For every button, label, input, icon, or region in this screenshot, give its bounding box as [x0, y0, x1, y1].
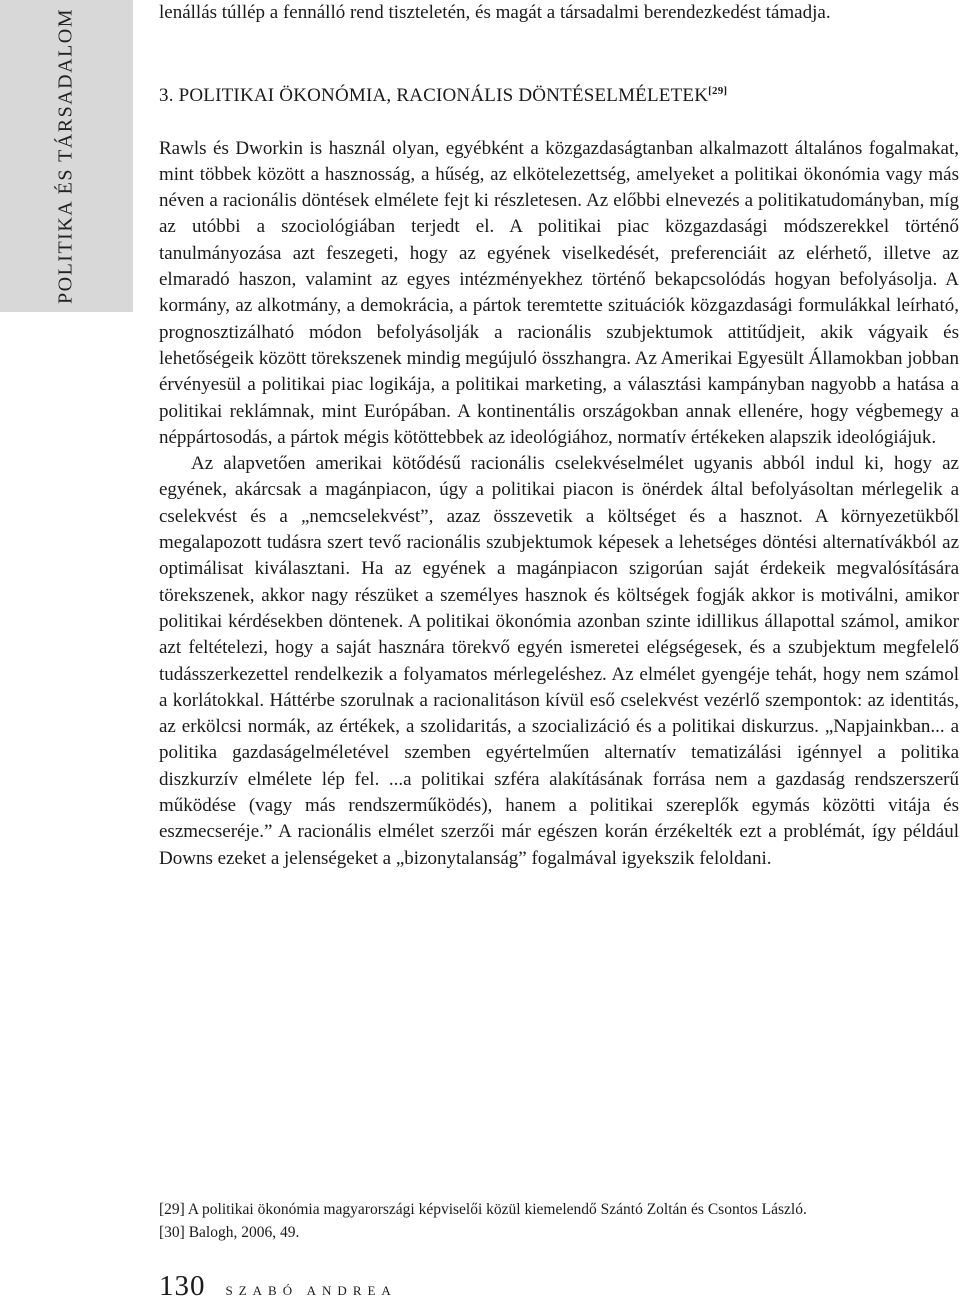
page-number: 130: [159, 1270, 206, 1302]
footnote-ref[interactable]: [29]: [708, 85, 728, 98]
paragraph-2: Az alapvetően amerikai kötődésű racionális cselekvéselmélet ugyanis abból indul ki, hogy az egyének, akárcsak a magánpiacon, úgy a politikai piacon is önérdek által befolyásoltan mérlegelik a cselekvést és a „nemcselekvést”, azaz összevetik a költséget és a hasznot. A környezetükből megalapozott tudásra szert tevő racionális szubjektumok képesek a lehetséges döntési alternatívákból az optimálisat kiválasztani. Ha az egyének a magánpiacon szigorúan saját érdekeik megvalósítására törekszenek, akkor nagy részüket a személyes hasznok és költségek fogják akkor is motiválni, amikor politikai kérdésekben döntenek. A politikai ökonómia azonban szinte idillikus állapottal számol, amikor azt feltételezi, hogy a saját hasznára törekvő egyén ismeretei elégségesek, és a szubjektum megfelelő tudásszerkezettel rendelkezik a folyamatos mérlegeléshez. Az elmélet gyengéje tehát, hogy nem számol a korlátokkal. Háttérbe szorulnak a racionalitáson kívül eső cselekvést vezérlő szempontok: az identitás, az erkölcsi normák, az értékek, a szolidaritás, a szocializáció és a politikai diskurzus. „Napjainkban... a politika gazdaságelméletével szemben egyértelműen alternatív tematizálási igénnyel a politika diszkurzív elmélete lép fel. ...a politikai szféra alakításának forrása nem a gazdaság rendszerszerű működése (vagy más rendszerműködés), hanem a politikai szereplők egymás közötti vitája és eszmecseréje.” A racionális elmélet szerzői már egészen korán érzékelték ezt a problémát, így például Downs ezeket a jelenségeket a „bizonytalanság” fogalmával igyekszik feloldani.: [159, 453, 959, 869]
main-text: [159, 0, 959, 872]
footnotes: [159, 1198, 959, 1244]
page-footer: [159, 1270, 397, 1303]
section-title-vertical: POLITIKA ÉS TÁRSADALOM: [54, 8, 77, 304]
section-sidebar: [0, 0, 133, 312]
section-heading: [159, 78, 959, 109]
footnote-30: [30] Balogh, 2006, 49.: [159, 1224, 300, 1241]
paragraph-continuation: lenállás túllép a fennálló rend tiszteletén, és magát a társadalmi berendezkedést támadja.: [159, 2, 831, 23]
heading-text: 3. POLITIKAI ÖKONÓMIA, RACIONÁLIS DÖNTÉSELMÉLETEK: [159, 85, 709, 107]
paragraph-1: Rawls és Dworkin is használ olyan, egyébként a közgazdaságtanban alkalmazott általános fogalmakat, mint többek között a hasznosság, a hűség, az elkötelezettség, amelyeket a politikai ökonómia vagy más néven a racionális döntések elmélete fejt ki részletesen. Az előbbi elnevezés a politikatudományban, míg az utóbbi a szociológiában terjedt el. A politikai piac közgazdasági módszerekkel történő tanulmányozása azt feszegeti, hogy az egyének viselkedését, preferenciáit az elérhető, illetve az elmaradó haszon, valamint az egyes intézményekhez történő bekapcsolódás hogyan befolyásolja. A kormány, az alkotmány, a demokrácia, a pártok teremtette szituációk közgazdasági formulákkal leírható, prognosztizálható módon befolyásolják a racionális szubjektumok attitűdjeit, akik vágyaik és lehetőségeik között törekszenek mindig megújuló összhangra. Az Amerikai Egyesült Államokban jobban érvényesül a politikai piac logikája, a politikai marketing, a választási kampányban nagyobb a hatása a politikai reklámnak, mint Európában. A kontinentális országokban annak ellenére, hogy végbemegy a néppártosodás, a pártok mégis kötöttebbek az ideológiához, normatív értékeken alapszik ideológiájuk.: [159, 137, 959, 448]
author-name: SZABÓ ANDREA: [225, 1283, 397, 1298]
footnote-29: [29] A politikai ökonómia magyarországi képviselői közül kiemelendő Szántó Zoltán és Csontos László.: [159, 1201, 807, 1218]
